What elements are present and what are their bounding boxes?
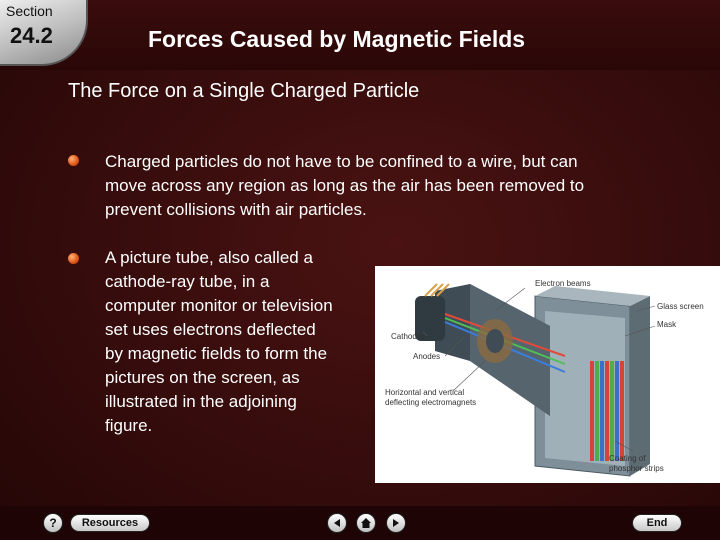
bullet-2-line: by magnetic fields to form the [105,344,328,363]
label-phosphor-coating [609,454,664,474]
label-phosphor-line: phosphor strips [609,464,664,473]
bullet-icon [68,253,79,264]
label-glass-screen: Glass screen [657,302,704,311]
bullet-2-line: computer monitor or television [105,296,333,315]
label-electromagnets [385,388,476,408]
bullet-1-line: move across any region as long as the air has been removed to [105,176,585,195]
slide-title: Forces Caused by Magnetic Fields [148,26,526,52]
end-button[interactable]: End [632,514,682,532]
next-button[interactable] [386,513,406,533]
bullet-2-line: cathode-ray tube, in a [105,272,270,291]
home-icon [360,517,372,529]
section-label: Section [6,3,53,19]
label-cathodes: Cathodes [391,332,426,341]
bullet-2-line: illustrated in the adjoining [105,392,297,411]
bullet-2-line: set uses electrons deflected [105,320,316,339]
bullet-2-line: figure. [105,416,153,435]
home-button[interactable] [356,513,376,533]
label-anodes: Anodes [413,352,441,361]
help-icon: ? [49,516,57,530]
arrow-left-icon [332,518,342,528]
label-phosphor-line: Coating of [609,454,646,463]
label-electron-beams: Electron beams [535,279,591,288]
crt-figure [375,266,720,483]
previous-button[interactable] [327,513,347,533]
section-number: 24.2 [10,23,53,48]
help-button[interactable] [43,513,63,533]
bullet-2-line: pictures on the screen, as [105,368,300,387]
bullet-1-text [105,150,584,222]
crt-illustration [375,266,720,483]
arrow-right-icon [391,518,401,528]
label-mask: Mask [657,320,677,329]
label-electromagnets-line: Horizontal and vertical [385,388,465,397]
bullet-2-text [105,246,333,438]
bullet-icon [68,155,79,166]
resources-button[interactable]: Resources [70,514,150,532]
slide-subtitle: The Force on a Single Charged Particle [68,80,420,102]
bullet-2-line: A picture tube, also called a [105,248,313,267]
bullet-1-line: prevent collisions with air particles. [105,200,367,219]
bullet-1-line: Charged particles do not have to be confined to a wire, but can [105,152,578,171]
label-electromagnets-line: deflecting electromagnets [385,398,477,407]
